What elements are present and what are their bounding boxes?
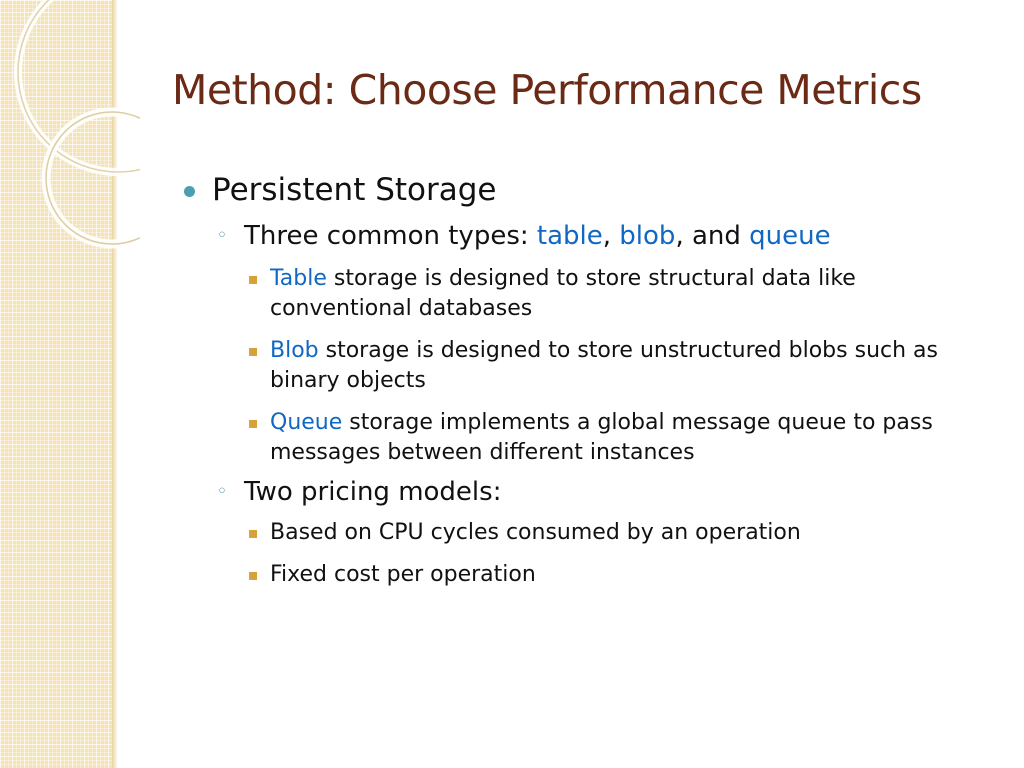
- small-square-bullet-icon: ▪: [247, 269, 259, 288]
- sub-bullet-list: [212, 216, 992, 590]
- bullet-list: [182, 168, 992, 590]
- pricing-model-fixed-cost: [244, 560, 992, 590]
- decorative-circle-small: [46, 112, 140, 244]
- ring-bullet-icon: ◦: [216, 225, 228, 246]
- detail-keyword: Queue: [270, 410, 343, 435]
- storage-type-table: table: [536, 221, 603, 251]
- small-square-bullet-icon: ▪: [247, 341, 259, 360]
- detail-text: storage is designed to store structural data like conventional databases: [270, 266, 856, 321]
- bullet-pricing-models: [212, 472, 992, 590]
- decorative-circle-large: [18, 0, 140, 172]
- filled-circle-bullet-icon: [184, 186, 195, 197]
- detail-blob-storage: [244, 336, 992, 396]
- pricing-model-cpu-cycles: [244, 518, 992, 548]
- small-square-bullet-icon: ▪: [247, 565, 259, 584]
- detail-text: storage implements a global message queue to pass messages between different instances: [270, 410, 933, 465]
- detail-table-storage: [244, 264, 992, 324]
- storage-types-comma-1: ,: [602, 221, 620, 251]
- pricing-models-label: Two pricing models:: [244, 477, 502, 507]
- decorative-circle-large-shadow: [18, 0, 140, 172]
- detail-keyword: Blob: [270, 338, 319, 363]
- detail-queue-storage: [244, 408, 992, 468]
- storage-types-prefix: Three common types:: [244, 221, 537, 251]
- storage-type-details: [244, 264, 992, 468]
- slide-body: [182, 168, 992, 594]
- pricing-model-text: Based on CPU cycles consumed by an operation: [270, 520, 801, 545]
- ring-bullet-icon: ◦: [216, 481, 228, 502]
- slide-title: Method: Choose Performance Metrics: [172, 66, 922, 114]
- storage-type-blob: blob: [619, 221, 676, 251]
- bullet-persistent-storage-text: Persistent Storage: [212, 172, 497, 208]
- storage-type-queue: queue: [749, 221, 831, 251]
- detail-keyword: Table: [270, 266, 327, 291]
- small-square-bullet-icon: ▪: [247, 523, 259, 542]
- pricing-model-text: Fixed cost per operation: [270, 562, 536, 587]
- small-square-bullet-icon: ▪: [247, 413, 259, 432]
- decorative-circles: [0, 0, 140, 260]
- storage-types-comma-2: , and: [675, 221, 750, 251]
- detail-text: storage is designed to store unstructured blobs such as binary objects: [270, 338, 938, 393]
- pricing-model-list: [244, 518, 992, 590]
- bullet-storage-types: [212, 216, 992, 468]
- bullet-persistent-storage: [182, 168, 992, 590]
